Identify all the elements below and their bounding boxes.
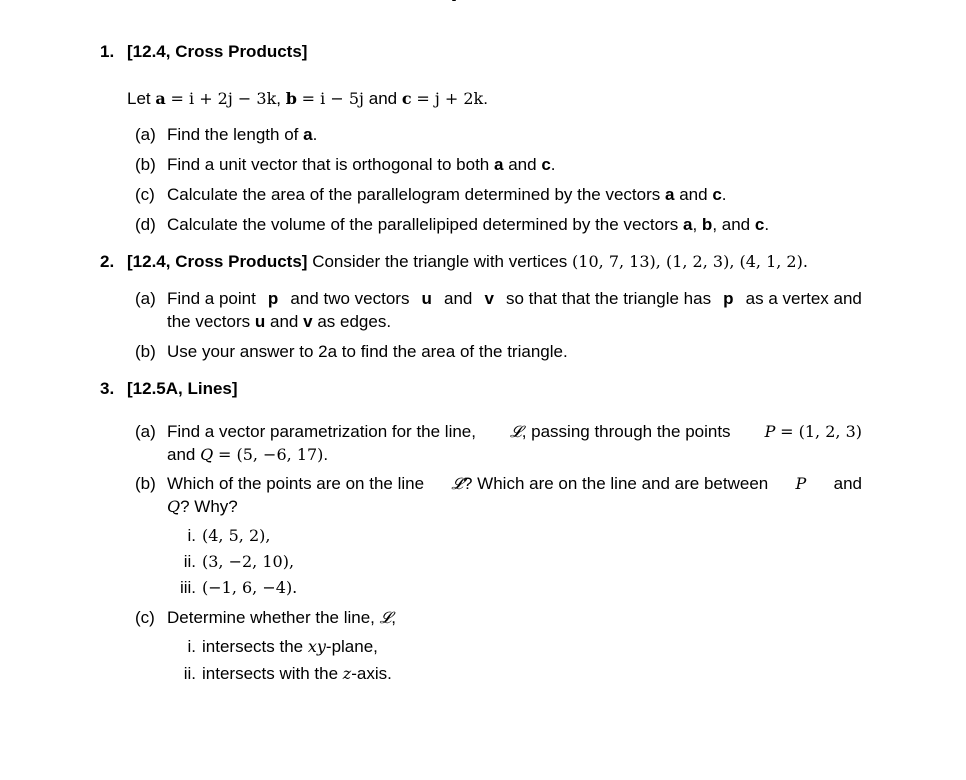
part-label: (b) bbox=[135, 474, 156, 493]
subitem-label: ii. bbox=[183, 552, 196, 571]
point-value: (−1, 6, −4). bbox=[202, 578, 298, 597]
point-value: (3, −2, 10), bbox=[202, 552, 295, 571]
problem-number: 2. bbox=[100, 252, 115, 271]
problem-number: 3. bbox=[100, 379, 115, 398]
subitem-label: i. bbox=[187, 526, 196, 545]
part-label: (a) bbox=[135, 125, 156, 144]
subitem-label: iii. bbox=[179, 578, 196, 597]
vector-b: b bbox=[285, 89, 297, 108]
part-label: (b) bbox=[135, 155, 156, 174]
vector-b-definition: i − 5j bbox=[320, 89, 364, 108]
part-label: (b) bbox=[135, 342, 156, 361]
subitem-label: i. bbox=[187, 637, 196, 656]
part-label: (d) bbox=[135, 215, 156, 234]
part-label: (a) bbox=[135, 422, 156, 441]
problem-number: 1. bbox=[100, 42, 115, 61]
vector-a-definition: i + 2j − 3k bbox=[188, 89, 277, 108]
problem-heading: [12.5A, Lines] bbox=[127, 379, 238, 398]
point-value: (4, 5, 2), bbox=[202, 526, 271, 545]
problem-heading: [12.4, Cross Products] bbox=[127, 42, 308, 61]
problem-heading: [12.4, Cross Products] bbox=[127, 252, 308, 271]
vector-c-definition: j + 2k bbox=[434, 89, 484, 108]
triangle-vertices: (10, 7, 13), (1, 2, 3), (4, 1, 2). bbox=[572, 252, 808, 271]
cropped-text-fragment bbox=[452, 0, 456, 1]
part-label: (a) bbox=[135, 289, 156, 308]
part-label: (c) bbox=[135, 608, 155, 627]
vector-a: a bbox=[155, 89, 166, 108]
subitem-label: ii. bbox=[183, 664, 196, 683]
part-label: (c) bbox=[135, 185, 155, 204]
vector-c: c bbox=[401, 89, 412, 108]
